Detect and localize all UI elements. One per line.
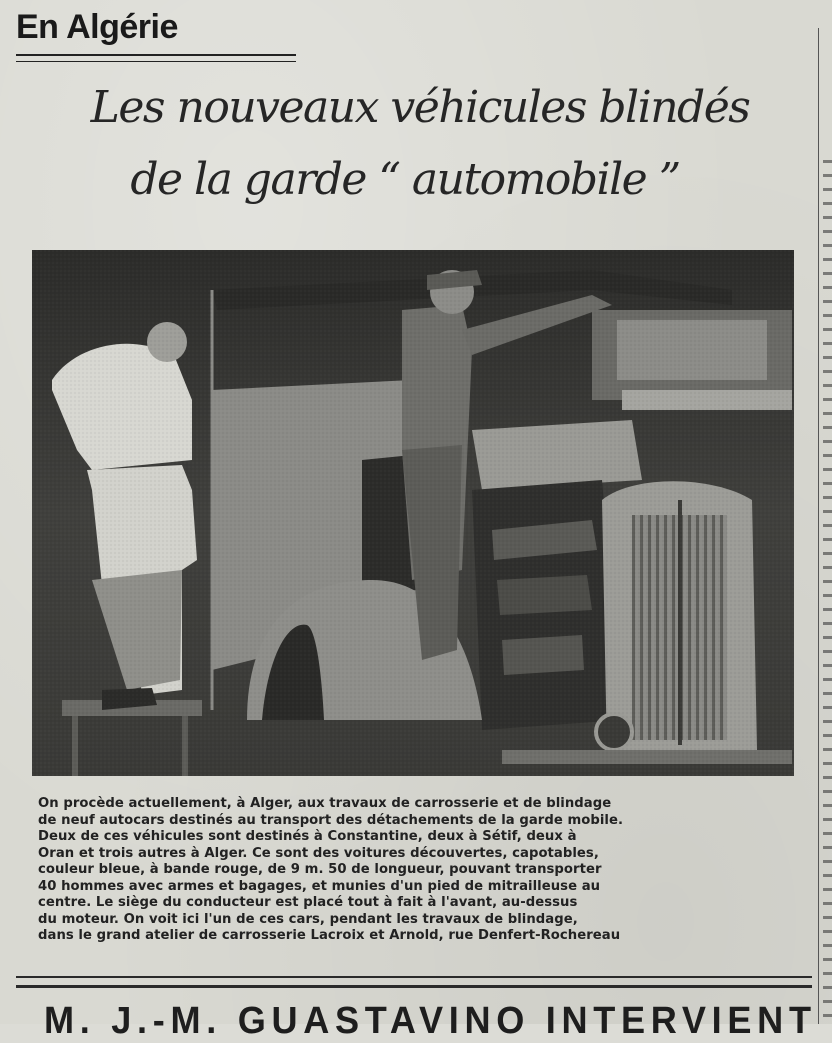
caption-line: Deux de ces véhicules sont destinés à Constantine, deux à Sétif, deux à (38, 829, 577, 844)
section-underline (16, 54, 296, 62)
caption-line: Oran et trois autres à Alger. Ce sont des voitures découvertes, capotables, (38, 845, 599, 861)
article-photo (32, 250, 794, 776)
photo-caption (38, 796, 788, 945)
caption-line: couleur bleue, à bande rouge, de 9 m. 50 de longueur, pouvant transporter (38, 862, 602, 877)
caption-line: 40 hommes avec armes et bagages, et munies d'un pied de mitrailleuse au (38, 878, 601, 894)
next-article-headline: M. J.-M. GUASTAVINO INTERVIENT (44, 1000, 817, 1042)
workshop-armored-vehicle-image (32, 250, 794, 776)
caption-line: du moteur. On voit ici l'un de ces cars, pendant les travaux de blindage, (38, 911, 578, 927)
caption-line: de neuf autocars destinés au transport des détachements de la garde mobile. (38, 812, 624, 828)
adjacent-column-text-edge (823, 160, 832, 1020)
headline-line-2: de la garde “ automobile ” (130, 154, 680, 205)
caption-line: On procède actuellement, à Alger, aux travaux de carrosserie et de blindage (38, 796, 612, 811)
headline-line-1: Les nouveaux véhicules blindés (90, 82, 750, 133)
article-headline (0, 72, 832, 216)
caption-line: dans le grand atelier de carrosserie Lacroix et Arnold, rue Denfert-Rochereau (38, 928, 621, 943)
caption-line: centre. Le siège du conducteur est placé tout à fait à l'avant, au-dessus (38, 895, 578, 910)
section-label: En Algérie (16, 8, 178, 46)
column-divider (818, 28, 819, 1024)
article-separator-rule (16, 976, 812, 988)
